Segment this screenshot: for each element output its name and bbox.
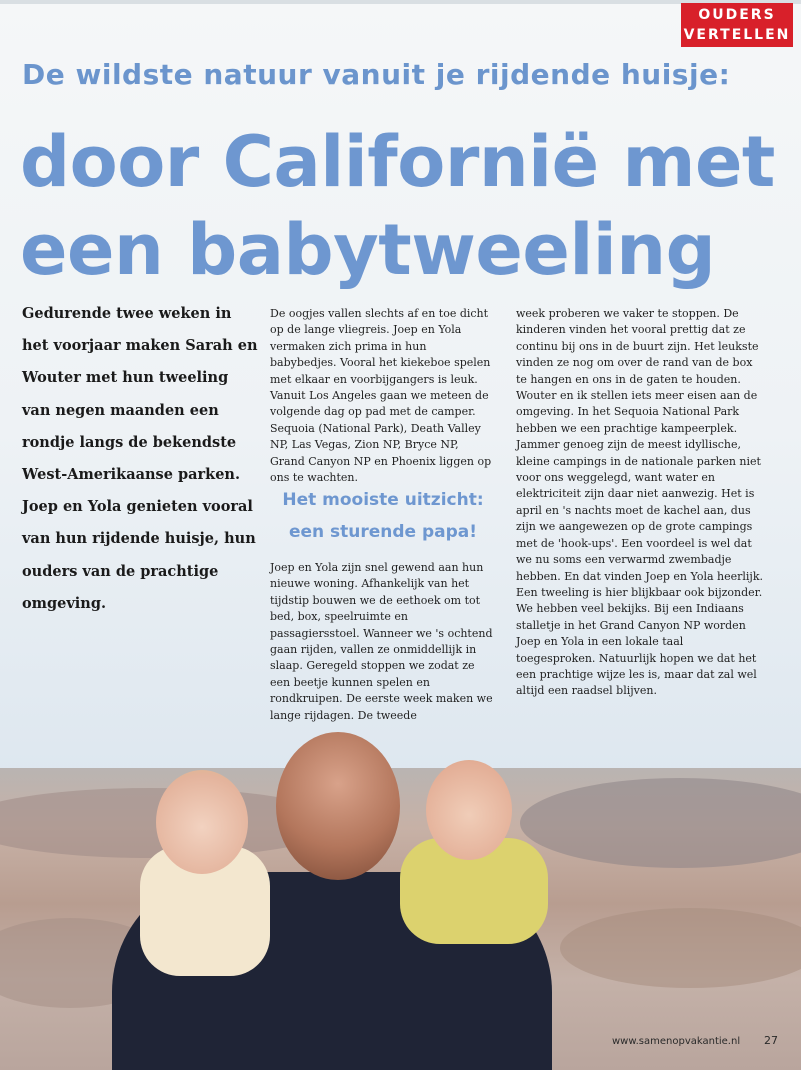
column-3 xyxy=(516,306,766,700)
footer-url: www.samenopvakantie.nl xyxy=(612,1036,741,1047)
canyon-ridge xyxy=(520,778,801,868)
page-number: 27 xyxy=(764,1034,778,1047)
headline xyxy=(20,118,790,294)
subheading-line-1: Het mooiste uitzicht: xyxy=(282,490,484,510)
headline-line-1: door Californië met xyxy=(20,121,775,203)
column-2-top xyxy=(270,306,496,486)
kicker-title: De wildste natuur vanuit je rijdende huisje: xyxy=(22,58,731,91)
column-3-paragraph-2: Een tweeling is hier blijkbaar ook bijzonder. We hebben veel bekijks. Bij een Indiaans stalletje in het Grand Canyon NP worden Joep en Yola in een lokale taal toegesproken. Natuurlijk hopen we dat het een prachtige wijze les is, maar dat zal wel altijd een raadsel blijven. xyxy=(516,585,763,698)
subheading-line-2: een sturende papa! xyxy=(288,522,478,542)
column-3-paragraph-1: week proberen we vaker te stoppen. De kinderen vinden het vooral prettig dat ze continu bij ons in de buurt zijn. Het leukste vinden ze nog om over de rand van de box te hangen en ons in de gaten te houden. Wouter en ik stellen iets meer eisen aan de omgeving. In het Sequoia National Park hebben we een prachtige kampeerplek. Jammer genoeg zijn de meest idyllische, kleine campings in de nationale parken niet voor ons weggelegd, want water en elektriciteit zijn daar niet aanwezig. Het is april en 's nachts moet de kachel aan, dus zijn we aangewezen op de grote campings met de 'hook-ups'. Een voordeel is wel dat we nu soms een verwarmd zwembadje hebben. En dat vinden Joep en Yola heerlijk. xyxy=(516,307,763,583)
canyon-ridge xyxy=(560,908,801,988)
father-head xyxy=(276,732,400,880)
badge-line-2: VERTELLEN xyxy=(683,27,791,43)
column-2-bottom xyxy=(270,560,496,724)
baby-right-head xyxy=(426,760,512,860)
section-badge xyxy=(681,3,793,47)
subheading xyxy=(270,484,496,548)
intro-paragraph: Gedurende twee weken in het voorjaar maken Sarah en Wouter met hun tweeling van negen maanden een rondje langs de bekendste West-Amerikaanse parken. Joep en Yola genieten vooral van hun rijdende huisje, hun ouders van de prachtige omgeving. xyxy=(22,305,258,612)
column-2-top-text: De oogjes vallen slechts af en toe dicht op de lange vliegreis. Joep en Yola vermaken zich prima in hun babybedjes. Vooral het kiekeboe spelen met elkaar en voorbijgangers is leuk. Vanuit Los Angeles gaan we meteen de volgende dag op pad met de camper. Sequoia (National Park), Death Valley NP, Las Vegas, Zion NP, Bryce NP, Grand Canyon NP en Phoenix liggen op ons te wachten. xyxy=(270,307,492,485)
headline-line-2: een babytweeling xyxy=(20,209,716,291)
column-2-bottom-text: Joep en Yola zijn snel gewend aan hun nieuwe woning. Afhankelijk van het tijdstip bouwen we de eethoek om tot bed, box, speelruimte en passagiersstoel. Wanneer we 's ochtend gaan rijden, vallen ze onmiddellijk in slaap. Geregeld stoppen we zodat ze een beetje kunnen spelen en rondkruipen. De eerste week maken we lange rijdagen. De tweede xyxy=(270,561,493,722)
baby-left-head xyxy=(156,770,248,874)
badge-line-1: OUDERS xyxy=(698,7,776,23)
